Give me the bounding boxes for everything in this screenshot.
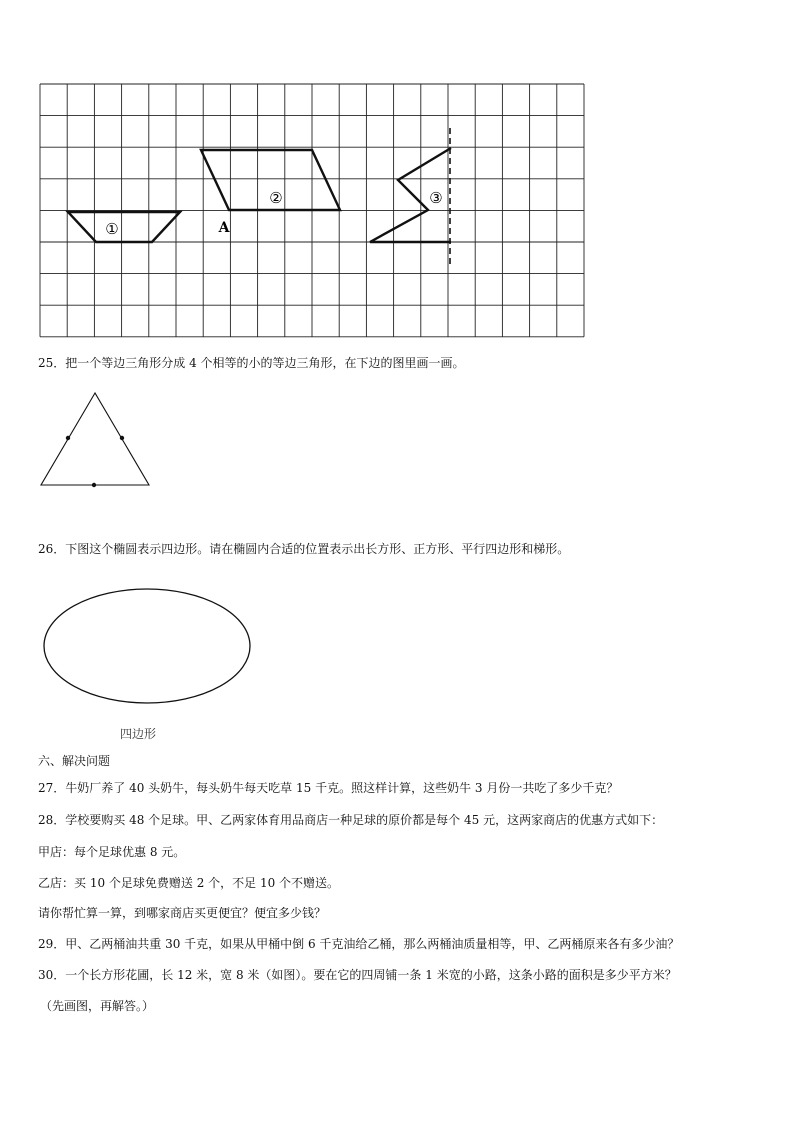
bottom-midpoint xyxy=(92,483,96,487)
shape-2-label: ② xyxy=(269,189,283,207)
question-28-ask: 请你帮忙算一算，到哪家商店买更便宜？便宜多少钱？ xyxy=(38,906,327,920)
question-28-shop-a: 甲店：每个足球优惠 8 元。 xyxy=(38,845,186,859)
shape-1-label: ① xyxy=(105,220,119,238)
question-30-note: （先画图，再解答。） xyxy=(40,999,155,1013)
ellipse-label: 四边形 xyxy=(120,727,157,741)
question-28-shop-b: 乙店：买 10 个足球免费赠送 2 个，不足 10 个不赠送。 xyxy=(38,876,340,890)
equilateral-triangle-figure xyxy=(30,385,160,495)
right-midpoint xyxy=(120,436,124,440)
left-midpoint xyxy=(66,436,70,440)
question-30: 30．一个长方形花圃，长 12 米，宽 8 米（如图）。要在它的四周铺一条 1 米宽的小路，这条小路的面积是多少平方米？ xyxy=(38,968,677,982)
quadrilateral-ellipse xyxy=(44,589,250,703)
question-26: 26．下图这个椭圆表示四边形。请在椭圆内合适的位置表示出长方形、正方形、平行四边形和梯形。 xyxy=(38,542,570,556)
grid-figure xyxy=(0,0,794,345)
question-25: 25．把一个等边三角形分成 4 个相等的小的等边三角形，在下边的图里画一画。 xyxy=(38,356,465,370)
question-27: 27．牛奶厂养了 40 头奶牛，每头奶牛每天吃草 15 千克。照这样计算，这些奶牛 3 月份一共吃了多少千克？ xyxy=(38,781,619,795)
quadrilateral-ellipse-figure xyxy=(38,585,258,710)
point-a-label: A xyxy=(218,220,230,236)
shape-3-label: ③ xyxy=(429,189,443,207)
equilateral-triangle xyxy=(41,393,149,485)
question-29: 29．甲、乙两桶油共重 30 千克，如果从甲桶中倒 6 千克油给乙桶，那么两桶油质量相等，甲、乙两桶原来各有多少油？ xyxy=(38,937,680,951)
trapezoid-shape-1 xyxy=(68,212,180,242)
section-6-title: 六、解决问题 xyxy=(38,754,111,768)
question-28: 28．学校要购买 48 个足球。甲、乙两家体育用品商店一种足球的原价都是每个 45 元，这两家商店的优惠方式如下： xyxy=(38,813,664,827)
